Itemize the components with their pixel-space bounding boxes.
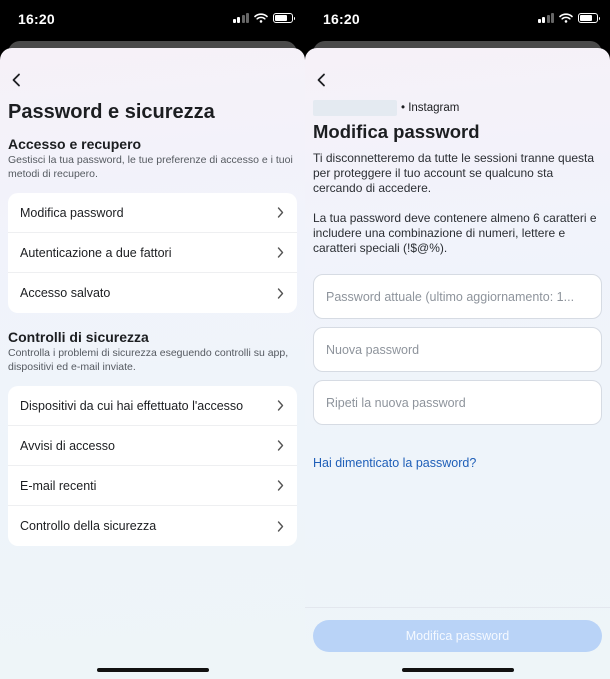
repeat-password-input[interactable] (313, 380, 602, 425)
forgot-password-link[interactable]: Hai dimenticato la password? (313, 456, 477, 470)
chevron-right-icon (275, 480, 285, 492)
menu-item-label: Accesso salvato (20, 286, 111, 300)
status-bar (0, 0, 305, 38)
menu-item-devices[interactable] (8, 386, 297, 426)
menu-item-saved-login[interactable] (8, 273, 297, 313)
password-requirements: La tua password deve contenere almeno 6 caratteri e includere una combinazione di numeri, lettere e caratteri speciali (!$@%). (313, 211, 597, 255)
chevron-left-icon (316, 73, 326, 87)
section-description-access: Gestisci la tua password, le tue preferenze di accesso e i tuoi metodi di recupero. (8, 154, 293, 180)
back-button[interactable] (311, 70, 331, 90)
menu-item-label: Modifica password (20, 205, 124, 220)
section-title-security: Controlli di sicurezza (8, 329, 149, 345)
access-recovery-card (8, 193, 297, 313)
back-button[interactable] (6, 70, 26, 90)
status-time: 16:20 (18, 11, 55, 27)
section-description-security: Controlla i problemi di sicurezza eseguendo controlli su app, dispositivi ed e-mail inviate. (8, 347, 289, 373)
page-title: Password e sicurezza (8, 101, 215, 123)
chevron-right-icon (275, 520, 285, 532)
chevron-right-icon (275, 207, 285, 219)
menu-item-label: Avvisi di accesso (20, 438, 115, 453)
wifi-icon (559, 13, 573, 23)
status-bar (305, 0, 610, 38)
home-indicator (97, 668, 209, 672)
menu-item-login-alerts[interactable] (8, 426, 297, 466)
divider (305, 607, 610, 608)
new-password-input[interactable] (313, 327, 602, 372)
menu-item-label: E-mail recenti (20, 478, 97, 493)
chevron-right-icon (275, 400, 285, 412)
change-password-screen (305, 48, 610, 679)
password-security-screen (0, 48, 305, 679)
menu-item-label: Dispositivi da cui hai effettuato l'accesso (20, 398, 244, 413)
account-line (313, 100, 459, 116)
wifi-icon (254, 13, 268, 23)
section-title-access: Accesso e recupero (8, 136, 142, 152)
signal-icon (538, 13, 555, 23)
security-checks-card (8, 386, 297, 546)
menu-item-label: Controllo della sicurezza (20, 519, 157, 533)
change-password-button[interactable]: Modifica password (313, 620, 602, 652)
menu-item-two-factor[interactable] (8, 233, 297, 273)
chevron-right-icon (275, 247, 285, 259)
logout-notice: Ti disconnetteremo da tutte le sessioni tranne questa per proteggere il tuo account se qualcuno sta cercando di accedere. (313, 151, 595, 195)
signal-icon (233, 13, 250, 23)
chevron-left-icon (11, 73, 21, 87)
account-platform: • Instagram (401, 102, 460, 114)
status-time: 16:20 (323, 11, 360, 27)
menu-item-recent-emails[interactable] (8, 466, 297, 506)
chevron-right-icon (275, 287, 285, 299)
menu-item-change-password[interactable] (8, 193, 297, 233)
home-indicator (402, 668, 514, 672)
status-icons (538, 13, 599, 23)
account-name-redacted (313, 100, 397, 116)
status-icons (233, 13, 294, 23)
menu-item-label: Autenticazione a due fattori (20, 245, 172, 260)
chevron-right-icon (275, 440, 285, 452)
page-title: Modifica password (313, 121, 480, 142)
phone-right (305, 0, 610, 679)
current-password-input[interactable] (313, 274, 602, 319)
battery-icon (273, 13, 293, 23)
battery-icon (578, 13, 598, 23)
menu-item-security-checkup[interactable] (8, 506, 297, 546)
